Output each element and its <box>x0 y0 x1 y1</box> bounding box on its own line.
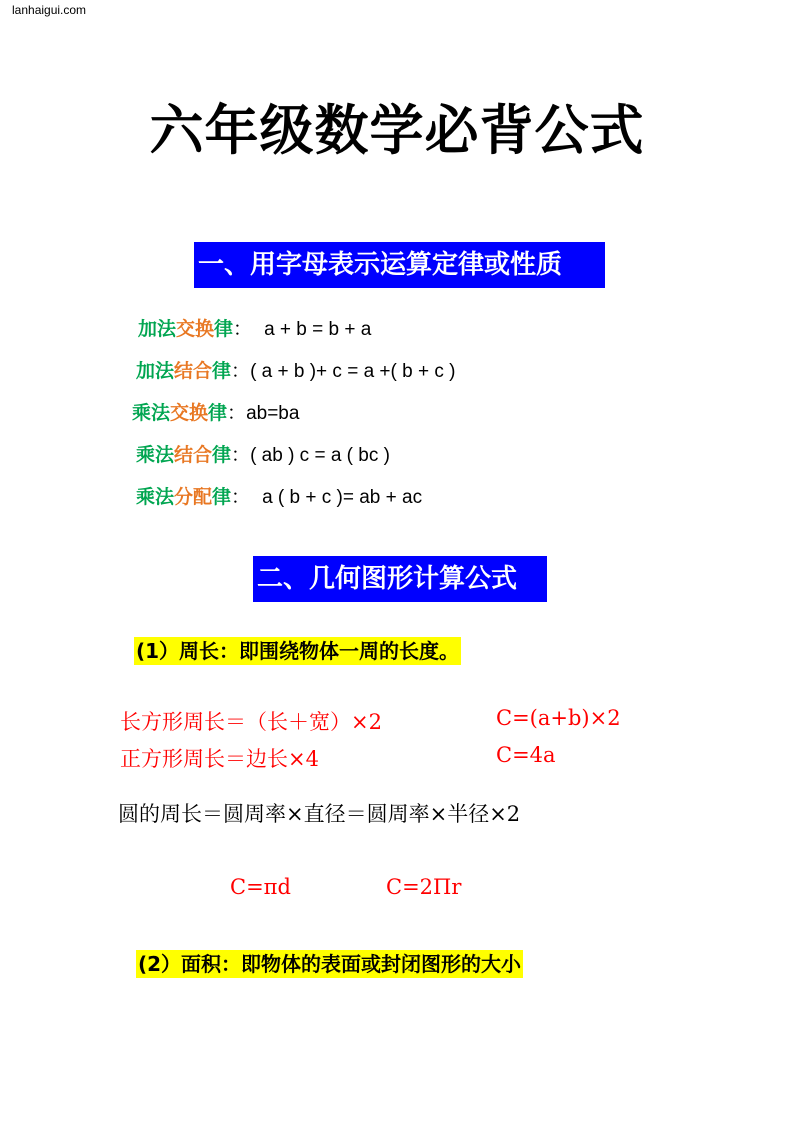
law-part: 律 <box>208 402 228 424</box>
law-part: 加法 <box>136 360 175 382</box>
circle-perimeter: 圆的周长＝圆周率×直径＝圆周率×半径×2 <box>118 802 521 826</box>
rect-perimeter: 长方形周长＝（长＋宽）×2 <box>120 710 382 734</box>
circle-formula-diameter: C=πd <box>230 875 291 899</box>
law-multiplication-associative <box>136 440 390 467</box>
law-part: 乘法 <box>136 444 175 466</box>
law-multiplication-commutative <box>132 398 299 425</box>
law-colon: ： <box>231 487 251 508</box>
section-2-heading: 二、几何图形计算公式 <box>253 556 547 602</box>
law-formula: ab=ba <box>246 403 300 424</box>
law-part: 结合 <box>174 444 213 466</box>
law-colon: ： <box>231 361 251 382</box>
area-subheading: (2）面积：即物体的表面或封闭图形的大小 <box>138 952 522 976</box>
law-colon: ： <box>231 445 251 466</box>
page-title: 六年级数学必背公式 <box>149 99 645 162</box>
circle-formula-radius: C=2Πr <box>386 875 462 899</box>
law-part: 交换 <box>170 402 209 424</box>
law-addition-associative <box>136 356 455 383</box>
law-colon: ： <box>233 319 253 340</box>
law-formula: a ( b + c )= ab + ac <box>262 487 423 508</box>
law-multiplication-distributive <box>136 482 422 509</box>
law-formula: ( ab ) c = a ( bc ) <box>250 445 390 466</box>
square-perimeter: 正方形周长＝边长×4 <box>120 747 319 771</box>
watermark: lanhaigui.com <box>12 3 87 17</box>
law-part: 加法 <box>138 318 177 340</box>
law-part: 乘法 <box>136 486 175 508</box>
law-formula: ( a + b )+ c = a +( b + c ) <box>250 361 456 382</box>
law-colon: ： <box>227 403 247 424</box>
law-part: 律 <box>212 360 232 382</box>
law-part: 分配 <box>174 486 213 508</box>
law-part: 律 <box>212 486 232 508</box>
law-part: 律 <box>212 444 232 466</box>
law-part: 交换 <box>176 318 215 340</box>
law-part: 结合 <box>174 360 213 382</box>
rect-perimeter-formula: C=(a+b)×2 <box>496 706 621 730</box>
square-perimeter-formula: C=4a <box>496 743 556 767</box>
law-addition-commutative <box>138 314 371 341</box>
law-formula: a + b = b + a <box>264 319 372 340</box>
law-part: 乘法 <box>132 402 171 424</box>
law-part: 律 <box>214 318 234 340</box>
section-1-heading: 一、用字母表示运算定律或性质 <box>194 242 605 288</box>
perimeter-subheading: (1）周长：即围绕物体一周的长度。 <box>136 639 460 663</box>
